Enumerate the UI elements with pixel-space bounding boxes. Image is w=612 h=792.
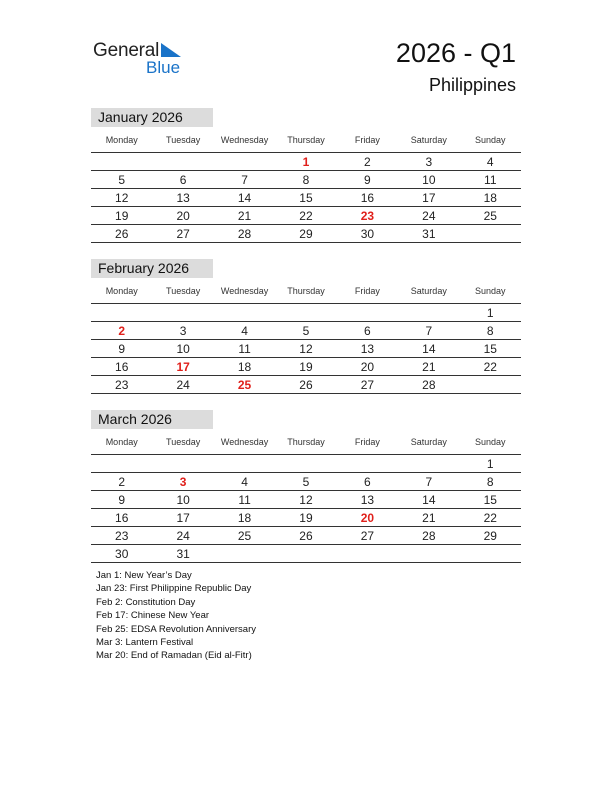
month-january [91, 108, 521, 243]
day-cell: 18 [214, 358, 275, 376]
day-cell: 23 [91, 376, 152, 394]
day-cell: 5 [91, 171, 152, 189]
week-row [91, 340, 521, 358]
week-row [91, 455, 521, 473]
day-cell: 6 [337, 473, 398, 491]
empty-day-cell [152, 153, 213, 171]
day-cell: 27 [337, 527, 398, 545]
weekday-header: Wednesday [214, 128, 275, 153]
empty-day-cell [460, 376, 521, 394]
holiday-note: Feb 17: Chinese New Year [96, 610, 210, 622]
day-cell: 30 [337, 225, 398, 243]
day-cell: 18 [460, 189, 521, 207]
day-cell: 10 [152, 491, 213, 509]
empty-day-cell [214, 153, 275, 171]
day-cell: 4 [214, 322, 275, 340]
weekday-header: Wednesday [214, 279, 275, 304]
day-cell: 16 [337, 189, 398, 207]
month-name: January 2026 [91, 108, 213, 127]
weekday-header: Thursday [275, 128, 336, 153]
day-cell: 22 [460, 358, 521, 376]
weekday-header: Monday [91, 128, 152, 153]
day-cell: 19 [91, 207, 152, 225]
week-row [91, 322, 521, 340]
logo [93, 40, 193, 80]
weekday-header: Sunday [460, 279, 521, 304]
day-cell: 6 [337, 322, 398, 340]
month-february [91, 259, 521, 394]
day-cell: 21 [398, 358, 459, 376]
weekday-header: Saturday [398, 430, 459, 455]
day-cell: 10 [398, 171, 459, 189]
day-cell: 28 [398, 376, 459, 394]
empty-day-cell [337, 455, 398, 473]
day-cell: 15 [275, 189, 336, 207]
day-cell: 6 [152, 171, 213, 189]
week-row [91, 189, 521, 207]
day-cell: 3 [152, 473, 213, 491]
calendar-grid [91, 128, 521, 243]
weekday-header: Sunday [460, 128, 521, 153]
empty-day-cell [91, 304, 152, 322]
day-cell: 1 [275, 153, 336, 171]
day-cell: 1 [460, 304, 521, 322]
day-cell: 23 [337, 207, 398, 225]
day-cell: 25 [214, 376, 275, 394]
day-cell: 31 [398, 225, 459, 243]
day-cell: 14 [398, 340, 459, 358]
month-march [91, 410, 521, 563]
day-cell: 11 [214, 340, 275, 358]
day-cell: 29 [275, 225, 336, 243]
empty-day-cell [398, 304, 459, 322]
day-cell: 28 [214, 225, 275, 243]
day-cell: 5 [275, 473, 336, 491]
day-cell: 12 [91, 189, 152, 207]
day-cell: 20 [152, 207, 213, 225]
empty-day-cell [460, 545, 521, 563]
week-row [91, 491, 521, 509]
day-cell: 27 [337, 376, 398, 394]
country-label: Philippines [428, 75, 516, 95]
day-cell: 13 [337, 491, 398, 509]
weekday-header: Sunday [460, 430, 521, 455]
empty-day-cell [152, 455, 213, 473]
day-cell: 17 [398, 189, 459, 207]
day-cell: 2 [91, 473, 152, 491]
empty-day-cell [337, 545, 398, 563]
empty-day-cell [152, 304, 213, 322]
week-row [91, 376, 521, 394]
weekday-header: Saturday [398, 128, 459, 153]
day-cell: 1 [460, 455, 521, 473]
weekday-header: Thursday [275, 279, 336, 304]
day-cell: 16 [91, 358, 152, 376]
day-cell: 7 [398, 322, 459, 340]
week-row [91, 545, 521, 563]
empty-day-cell [214, 545, 275, 563]
calendar-grid [91, 430, 521, 563]
day-cell: 2 [337, 153, 398, 171]
day-cell: 14 [398, 491, 459, 509]
week-row [91, 509, 521, 527]
day-cell: 24 [152, 376, 213, 394]
month-name: February 2026 [91, 259, 213, 278]
day-cell: 3 [398, 153, 459, 171]
day-cell: 26 [275, 376, 336, 394]
month-name: March 2026 [91, 410, 213, 429]
empty-day-cell [398, 545, 459, 563]
day-cell: 30 [91, 545, 152, 563]
day-cell: 15 [460, 491, 521, 509]
day-cell: 2 [91, 322, 152, 340]
day-cell: 8 [275, 171, 336, 189]
day-cell: 23 [91, 527, 152, 545]
holiday-note: Feb 2: Constitution Day [96, 596, 196, 608]
day-cell: 25 [460, 207, 521, 225]
day-cell: 5 [275, 322, 336, 340]
holiday-note: Jan 23: First Philippine Republic Day [96, 583, 252, 595]
day-cell: 8 [460, 322, 521, 340]
day-cell: 21 [214, 207, 275, 225]
day-cell: 24 [398, 207, 459, 225]
weekday-header: Tuesday [152, 430, 213, 455]
day-cell: 13 [337, 340, 398, 358]
weekday-header: Tuesday [152, 128, 213, 153]
weekday-header: Friday [337, 430, 398, 455]
week-row [91, 473, 521, 491]
weekday-header: Tuesday [152, 279, 213, 304]
week-row [91, 207, 521, 225]
empty-day-cell [275, 304, 336, 322]
day-cell: 21 [398, 509, 459, 527]
empty-day-cell [91, 455, 152, 473]
day-cell: 22 [460, 509, 521, 527]
day-cell: 18 [214, 509, 275, 527]
day-cell: 11 [460, 171, 521, 189]
empty-day-cell [275, 455, 336, 473]
holiday-note: Mar 20: End of Ramadan (Eid al-Fitr) [96, 650, 252, 662]
day-cell: 20 [337, 509, 398, 527]
empty-day-cell [275, 545, 336, 563]
day-cell: 11 [214, 491, 275, 509]
day-cell: 7 [214, 171, 275, 189]
weekday-header: Monday [91, 279, 152, 304]
week-row [91, 527, 521, 545]
day-cell: 27 [152, 225, 213, 243]
week-row [91, 153, 521, 171]
holiday-note: Mar 3: Lantern Festival [96, 637, 194, 649]
day-cell: 31 [152, 545, 213, 563]
day-cell: 7 [398, 473, 459, 491]
day-cell: 16 [91, 509, 152, 527]
weekday-header: Wednesday [214, 430, 275, 455]
page-title: 2026 - Q1 [395, 38, 516, 68]
day-cell: 12 [275, 340, 336, 358]
week-row [91, 225, 521, 243]
logo-word-general: General [93, 40, 160, 61]
weekday-header: Thursday [275, 430, 336, 455]
day-cell: 14 [214, 189, 275, 207]
weekday-header: Saturday [398, 279, 459, 304]
empty-day-cell [214, 304, 275, 322]
week-row [91, 304, 521, 322]
calendar-grid [91, 279, 521, 394]
empty-day-cell [337, 304, 398, 322]
weekday-header: Friday [337, 128, 398, 153]
day-cell: 9 [91, 491, 152, 509]
day-cell: 8 [460, 473, 521, 491]
day-cell: 28 [398, 527, 459, 545]
empty-day-cell [460, 225, 521, 243]
logo-word-blue: Blue [146, 58, 181, 77]
day-cell: 9 [91, 340, 152, 358]
day-cell: 10 [152, 340, 213, 358]
day-cell: 17 [152, 509, 213, 527]
day-cell: 4 [460, 153, 521, 171]
day-cell: 15 [460, 340, 521, 358]
day-cell: 19 [275, 509, 336, 527]
empty-day-cell [214, 455, 275, 473]
holiday-note: Jan 1: New Year’s Day [96, 570, 192, 581]
empty-day-cell [91, 153, 152, 171]
day-cell: 26 [275, 527, 336, 545]
holiday-notes [96, 569, 256, 663]
day-cell: 12 [275, 491, 336, 509]
empty-day-cell [398, 455, 459, 473]
day-cell: 17 [152, 358, 213, 376]
day-cell: 22 [275, 207, 336, 225]
day-cell: 20 [337, 358, 398, 376]
day-cell: 13 [152, 189, 213, 207]
day-cell: 25 [214, 527, 275, 545]
day-cell: 4 [214, 473, 275, 491]
day-cell: 19 [275, 358, 336, 376]
holiday-note: Feb 25: EDSA Revolution Anniversary [96, 623, 257, 635]
day-cell: 26 [91, 225, 152, 243]
week-row [91, 358, 521, 376]
week-row [91, 171, 521, 189]
weekday-header: Friday [337, 279, 398, 304]
day-cell: 24 [152, 527, 213, 545]
day-cell: 3 [152, 322, 213, 340]
day-cell: 9 [337, 171, 398, 189]
day-cell: 29 [460, 527, 521, 545]
weekday-header: Monday [91, 430, 152, 455]
